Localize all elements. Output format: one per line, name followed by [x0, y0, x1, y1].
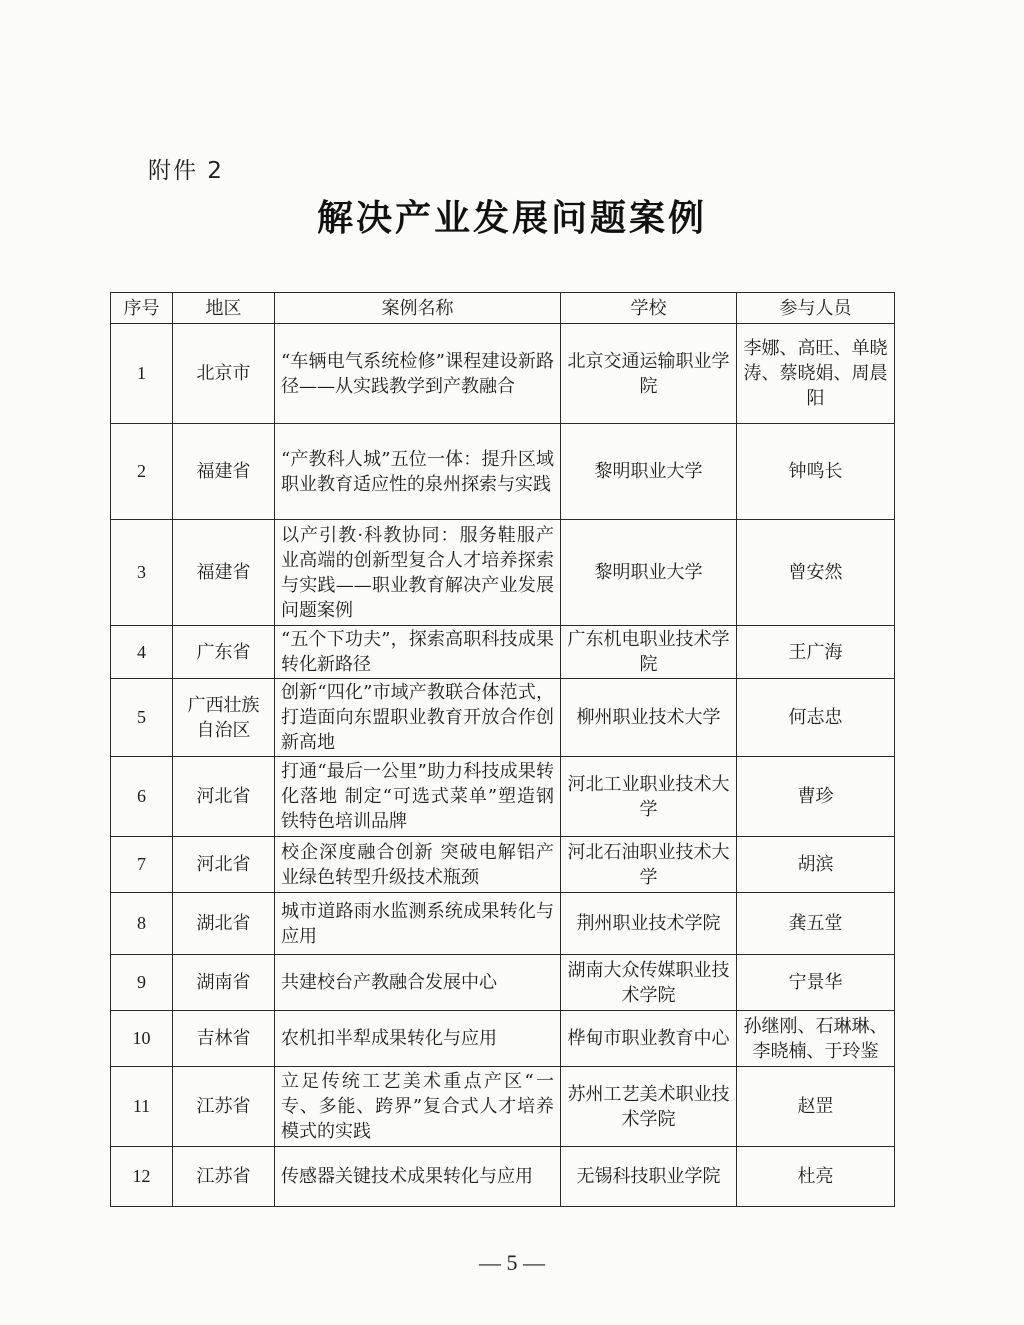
cell-participants: 王广海	[737, 626, 895, 679]
cell-no: 8	[111, 893, 173, 955]
cell-no: 7	[111, 837, 173, 893]
cell-school: 北京交通运输职业学院	[561, 324, 737, 424]
cell-no: 1	[111, 324, 173, 424]
attachment-label: 附件 2	[148, 158, 224, 184]
cell-school: 黎明职业大学	[561, 424, 737, 520]
cases-table	[110, 292, 895, 1207]
cell-region: 江苏省	[173, 1147, 275, 1207]
cell-no: 6	[111, 757, 173, 837]
cell-participants: 曾安然	[737, 520, 895, 626]
cell-no: 12	[111, 1147, 173, 1207]
cell-region: 河北省	[173, 837, 275, 893]
cell-region: 湖南省	[173, 955, 275, 1011]
table-header-row	[111, 293, 895, 324]
cell-case-name: “产教科人城”五位一体：提升区域职业教育适应性的泉州探索与实践	[275, 424, 561, 520]
cell-school: 无锡科技职业学院	[561, 1147, 737, 1207]
header-participants: 参与人员	[737, 293, 895, 324]
cell-no: 3	[111, 520, 173, 626]
table-row	[111, 893, 895, 955]
cell-participants: 李娜、高旺、单晓涛、蔡晓娟、周晨阳	[737, 324, 895, 424]
header-region: 地区	[173, 293, 275, 324]
cell-region: 湖北省	[173, 893, 275, 955]
cell-school: 河北石油职业技术大学	[561, 837, 737, 893]
table-row	[111, 679, 895, 757]
cell-case-name: “车辆电气系统检修”课程建设新路径——从实践教学到产教融合	[275, 324, 561, 424]
header-no: 序号	[111, 293, 173, 324]
cell-school: 河北工业职业技术大学	[561, 757, 737, 837]
cell-participants: 龚五堂	[737, 893, 895, 955]
table-row	[111, 757, 895, 837]
cell-no: 2	[111, 424, 173, 520]
header-case-name: 案例名称	[275, 293, 561, 324]
cell-no: 9	[111, 955, 173, 1011]
cell-participants: 宁景华	[737, 955, 895, 1011]
cell-participants: 孙继刚、石琳琳、李晓楠、于玲鉴	[737, 1011, 895, 1067]
table-row	[111, 424, 895, 520]
table-row	[111, 837, 895, 893]
table-row	[111, 1011, 895, 1067]
cell-case-name: 传感器关键技术成果转化与应用	[275, 1147, 561, 1207]
cell-case-name: 创新“四化”市域产教联合体范式，打造面向东盟职业教育开放合作创新高地	[275, 679, 561, 757]
table-row	[111, 1067, 895, 1147]
cell-case-name: 城市道路雨水监测系统成果转化与应用	[275, 893, 561, 955]
cell-participants: 钟鸣长	[737, 424, 895, 520]
header-school: 学校	[561, 293, 737, 324]
cell-case-name: 打通“最后一公里”助力科技成果转化落地 制定“可选式菜单”塑造钢铁特色培训品牌	[275, 757, 561, 837]
cell-participants: 何志忠	[737, 679, 895, 757]
cell-participants: 曹珍	[737, 757, 895, 837]
cell-case-name: 校企深度融合创新 突破电解铝产业绿色转型升级技术瓶颈	[275, 837, 561, 893]
table-row	[111, 626, 895, 679]
cell-case-name: 农机扣半犁成果转化与应用	[275, 1011, 561, 1067]
page-number: — 5 —	[479, 1250, 545, 1275]
table-row	[111, 324, 895, 424]
cell-school: 广东机电职业技术学院	[561, 626, 737, 679]
cell-region: 江苏省	[173, 1067, 275, 1147]
cell-region: 北京市	[173, 324, 275, 424]
document-title: 解决产业发展问题案例	[316, 197, 707, 239]
table-row	[111, 520, 895, 626]
cell-region: 福建省	[173, 424, 275, 520]
cell-case-name: 共建校台产教融合发展中心	[275, 955, 561, 1011]
cell-region: 广东省	[173, 626, 275, 679]
cell-no: 10	[111, 1011, 173, 1067]
cell-region: 吉林省	[173, 1011, 275, 1067]
cell-participants: 赵罡	[737, 1067, 895, 1147]
cell-school: 柳州职业技术大学	[561, 679, 737, 757]
cell-school: 桦甸市职业教育中心	[561, 1011, 737, 1067]
cell-no: 5	[111, 679, 173, 757]
cell-no: 11	[111, 1067, 173, 1147]
cell-region: 河北省	[173, 757, 275, 837]
cell-case-name: 以产引教·科教协同：服务鞋服产业高端的创新型复合人才培养探索与实践——职业教育解决产业发展问题案例	[275, 520, 561, 626]
cell-school: 荆州职业技术学院	[561, 893, 737, 955]
cell-case-name: 立足传统工艺美术重点产区“一专、多能、跨界”复合式人才培养模式的实践	[275, 1067, 561, 1147]
cell-case-name: “五个下功夫”，探索高职科技成果转化新路径	[275, 626, 561, 679]
cell-no: 4	[111, 626, 173, 679]
cell-school: 苏州工艺美术职业技术学院	[561, 1067, 737, 1147]
cell-region: 福建省	[173, 520, 275, 626]
cell-participants: 胡滨	[737, 837, 895, 893]
cell-school: 黎明职业大学	[561, 520, 737, 626]
table-row	[111, 1147, 895, 1207]
cell-participants: 杜亮	[737, 1147, 895, 1207]
cell-region: 广西壮族自治区	[173, 679, 275, 757]
cell-school: 湖南大众传媒职业技术学院	[561, 955, 737, 1011]
table-row	[111, 955, 895, 1011]
